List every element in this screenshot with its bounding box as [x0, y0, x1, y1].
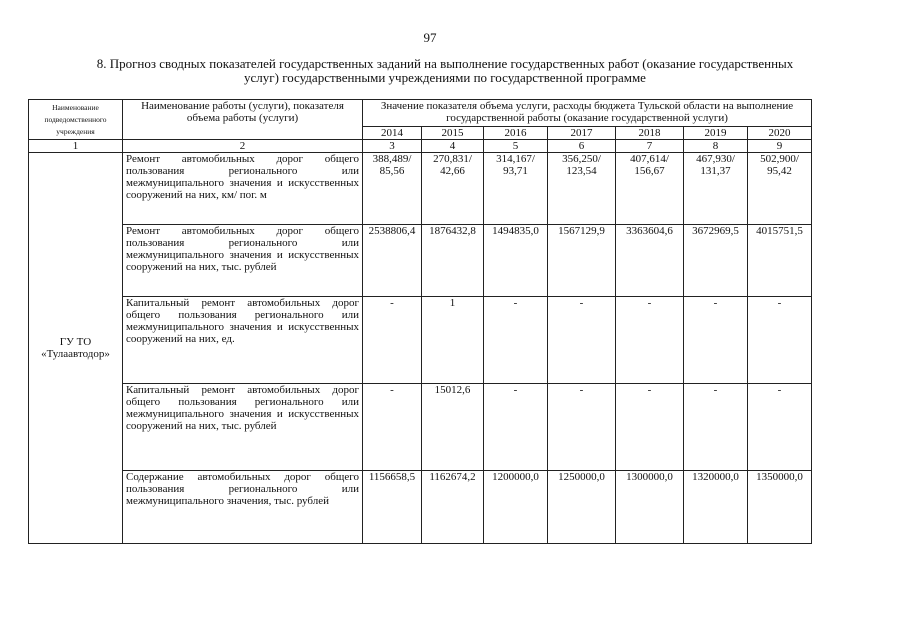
value-cell: 356,250/ 123,54 — [548, 153, 616, 225]
year-header: 2020 — [748, 127, 812, 140]
value-cell: 1 — [422, 297, 484, 384]
forecast-table — [28, 99, 812, 544]
column-number: 2 — [123, 140, 363, 153]
value-cell: 1876432,8 — [422, 225, 484, 297]
value-cell: - — [484, 384, 548, 471]
value-cell: - — [363, 384, 422, 471]
value-cell: - — [748, 297, 812, 384]
column-number: 6 — [548, 140, 616, 153]
column-number: 5 — [484, 140, 548, 153]
value-cell: 1350000,0 — [748, 471, 812, 544]
value-cell: 502,900/ 95,42 — [748, 153, 812, 225]
year-header: 2018 — [616, 127, 684, 140]
value-cell: - — [363, 297, 422, 384]
column-number: 8 — [684, 140, 748, 153]
table-row — [29, 153, 812, 225]
value-cell: 1156658,5 — [363, 471, 422, 544]
column-number: 1 — [29, 140, 123, 153]
value-cell: 1250000,0 — [548, 471, 616, 544]
page-heading: 8. Прогноз сводных показателей государственных заданий на выполнение государственных работ (оказание государственных услуг) государственными учреждениями по государственной программе — [96, 56, 794, 85]
value-cell: 3672969,5 — [684, 225, 748, 297]
value-cell: - — [684, 384, 748, 471]
value-cell: 1300000,0 — [616, 471, 684, 544]
column-number: 3 — [363, 140, 422, 153]
page-number: 97 — [423, 30, 437, 45]
value-cell: - — [484, 297, 548, 384]
work-description: Содержание автомобильных дорог общего пользования регионального или межмуниципального значения, тыс. рублей — [123, 471, 363, 544]
work-description: Ремонт автомобильных дорог общего пользования регионального или межмуниципального значения и искусственных сооружений на них, км/ пог. м — [123, 153, 363, 225]
institution-name: ГУ ТО «Тулаавтодор» — [29, 153, 123, 544]
value-cell: 467,930/ 131,37 — [684, 153, 748, 225]
value-cell: 270,831/ 42,66 — [422, 153, 484, 225]
table-row — [29, 225, 812, 297]
value-cell: - — [616, 297, 684, 384]
column-number: 4 — [422, 140, 484, 153]
value-cell: 1200000,0 — [484, 471, 548, 544]
work-description: Ремонт автомобильных дорог общего пользования регионального или межмуниципального значения и искусственных сооружений на них, тыс. рублей — [123, 225, 363, 297]
table-row — [29, 471, 812, 544]
value-cell: 407,614/ 156,67 — [616, 153, 684, 225]
value-cell: 2538806,4 — [363, 225, 422, 297]
value-cell: 314,167/ 93,71 — [484, 153, 548, 225]
header-institution: Наименование подведомственного учреждения — [29, 100, 123, 140]
value-cell: - — [748, 384, 812, 471]
value-cell: 388,489/ 85,56 — [363, 153, 422, 225]
table-row — [29, 297, 812, 384]
year-header: 2017 — [548, 127, 616, 140]
value-cell: 1320000,0 — [684, 471, 748, 544]
value-cell: - — [684, 297, 748, 384]
table-row — [29, 384, 812, 471]
value-cell: 1162674,2 — [422, 471, 484, 544]
year-header: 2016 — [484, 127, 548, 140]
value-cell: 15012,6 — [422, 384, 484, 471]
value-cell: - — [548, 384, 616, 471]
header-values: Значение показателя объема услуги, расходы бюджета Тульской области на выполнение государственной работы (оказание государственной услуги) — [363, 100, 812, 127]
value-cell: 3363604,6 — [616, 225, 684, 297]
header-work-name: Наименование работы (услуги), показателя объема работы (услуги) — [123, 100, 363, 140]
year-header: 2019 — [684, 127, 748, 140]
year-header: 2014 — [363, 127, 422, 140]
year-header: 2015 — [422, 127, 484, 140]
value-cell: 1494835,0 — [484, 225, 548, 297]
value-cell: - — [548, 297, 616, 384]
value-cell: - — [616, 384, 684, 471]
work-description: Капитальный ремонт автомобильных дорог общего пользования регионального или межмуниципального значения и искусственных сооружений на них, ед. — [123, 297, 363, 384]
column-number: 9 — [748, 140, 812, 153]
value-cell: 4015751,5 — [748, 225, 812, 297]
work-description: Капитальный ремонт автомобильных дорог общего пользования регионального или межмуниципального значения и искусственных сооружений на них, тыс. рублей — [123, 384, 363, 471]
column-number: 7 — [616, 140, 684, 153]
value-cell: 1567129,9 — [548, 225, 616, 297]
